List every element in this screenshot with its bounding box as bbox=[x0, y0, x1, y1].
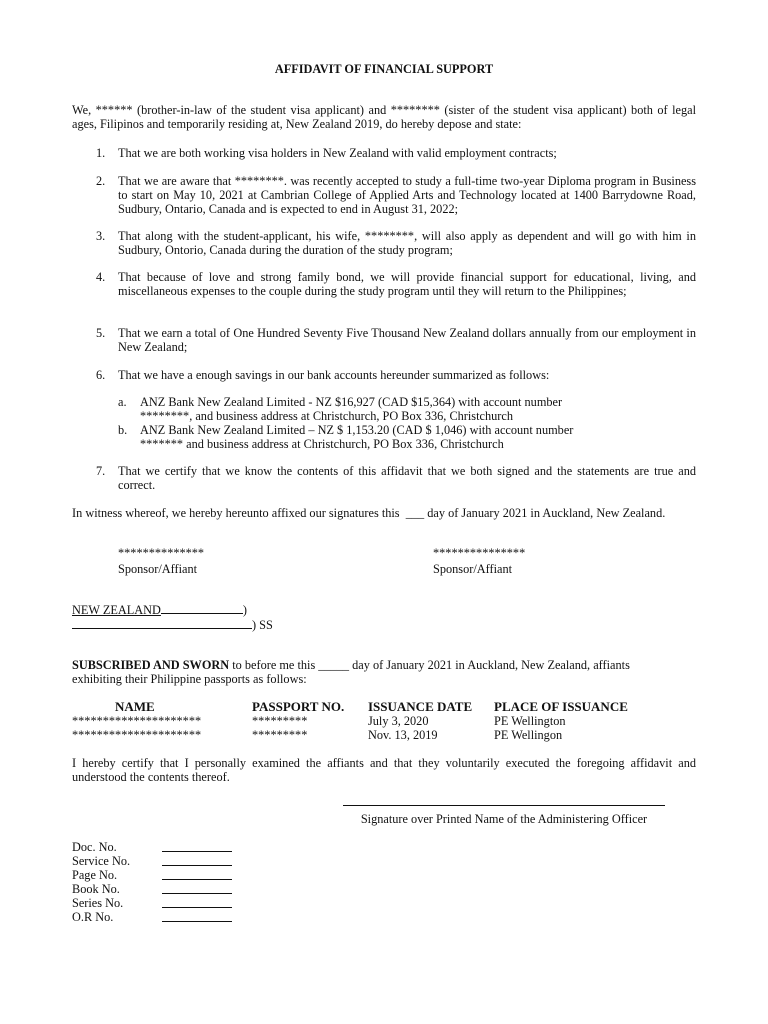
sworn-clause bbox=[72, 658, 696, 686]
account-line-1: ANZ Bank New Zealand Limited – NZ $ 1,153.20 (CAD $ 1,046) with account number bbox=[140, 423, 574, 437]
registry-label: O.R No. bbox=[72, 910, 114, 924]
statement-number: 2. bbox=[96, 174, 106, 188]
table-row bbox=[72, 728, 696, 742]
bank-account-item bbox=[118, 423, 696, 451]
statement-item bbox=[72, 464, 696, 492]
passport-table-header bbox=[72, 700, 696, 714]
registry-row bbox=[72, 840, 272, 854]
cell-name: ********************* bbox=[72, 728, 202, 742]
venue-blank bbox=[161, 602, 243, 614]
statement-number: 3. bbox=[96, 229, 106, 243]
account-letter: a. bbox=[118, 395, 127, 409]
venue-line bbox=[72, 602, 247, 617]
statement-item bbox=[72, 174, 696, 216]
header-passport: PASSPORT NO. bbox=[252, 699, 345, 714]
table-row bbox=[72, 714, 696, 728]
statement-item bbox=[72, 326, 696, 354]
signature-stars: *************** bbox=[433, 546, 526, 560]
certification-paragraph: I hereby certify that I personally examined the affiants and that they voluntarily executed the foregoing affidavit and understood the contents thereof. bbox=[72, 756, 696, 784]
account-line-1: ANZ Bank New Zealand Limited - NZ $16,927 (CAD $15,364) with account number bbox=[140, 395, 563, 409]
witness-clause bbox=[72, 506, 696, 520]
sworn-text-1: to before me this _____ day of January 2021 in Auckland, New Zealand, affiants bbox=[232, 658, 630, 672]
sworn-text-2: exhibiting their Philippine passports as follows: bbox=[72, 672, 307, 686]
statement-number: 6. bbox=[96, 368, 106, 382]
statement-text: That along with the student-applicant, his wife, ********, will also apply as dependent and will go with him in Sudbury, Ontorio, Canada during the duration of the study program; bbox=[118, 229, 696, 257]
account-line-2: ******* and business address at Christchurch, PO Box 336, Christchurch bbox=[140, 437, 504, 451]
witness-day-blank: ___ bbox=[405, 506, 425, 520]
account-line-2: ********, and business address at Christchurch, PO Box 336, Christchurch bbox=[140, 409, 513, 423]
statement-text: That we are both working visa holders in New Zealand with valid employment contracts; bbox=[118, 146, 557, 160]
registry-row bbox=[72, 910, 272, 924]
venue-place: NEW ZEALAND bbox=[72, 603, 161, 617]
statement-item bbox=[72, 368, 696, 382]
statement-item bbox=[72, 270, 696, 298]
witness-text-after: day of January 2021 in Auckland, New Zealand. bbox=[427, 506, 666, 520]
venue-blank bbox=[72, 617, 252, 629]
statement-number: 4. bbox=[96, 270, 106, 284]
registry-blank bbox=[162, 907, 232, 908]
statement-text: That we are aware that ********. was recently accepted to study a full-time two-year Diploma program in Business to start on May 10, 2021 at Cambrian College of Applied Arts and Technology located at 1400 Barrydowne Road, Sudbury, Ontario, Canada and is expected to end in August 31, 2022; bbox=[118, 174, 696, 216]
signatory-role: Sponsor/Affiant bbox=[433, 562, 513, 576]
registry-blank bbox=[162, 851, 232, 852]
venue-ss: ) SS bbox=[252, 618, 273, 632]
cell-date: Nov. 13, 2019 bbox=[368, 728, 438, 742]
cell-date: July 3, 2020 bbox=[368, 714, 429, 728]
statement-number: 5. bbox=[96, 326, 106, 340]
signatory-block bbox=[118, 546, 204, 576]
statement-text: That we certify that we know the contents of this affidavit that we both signed and the statements are true and correct. bbox=[118, 464, 696, 492]
cell-passport: ********* bbox=[252, 714, 308, 728]
intro-paragraph: We, ****** (brother-in-law of the student visa applicant) and ******** (sister of the student visa applicant) both of legal ages, Filipinos and temporarily residing at, New Zealand 2019, do hereby depose and state: bbox=[72, 103, 696, 131]
cell-place: PE Wellingon bbox=[494, 728, 563, 742]
statement-number: 7. bbox=[96, 464, 106, 478]
registry-row bbox=[72, 882, 272, 896]
witness-text-before: In witness whereof, we hereby hereunto affixed our signatures this bbox=[72, 506, 400, 520]
registry-label: Doc. No. bbox=[72, 840, 117, 854]
signatory-role: Sponsor/Affiant bbox=[118, 562, 198, 576]
registry-blank bbox=[162, 879, 232, 880]
registry-blank bbox=[162, 865, 232, 866]
account-letter: b. bbox=[118, 423, 128, 437]
venue-ss-line bbox=[72, 617, 273, 632]
cell-place: PE Wellington bbox=[494, 714, 566, 728]
statement-text: That because of love and strong family bond, we will provide financial support for educational, living, and miscellaneous expenses to the couple during the study program until they will return to the Philippines; bbox=[118, 270, 696, 298]
bank-account-item bbox=[118, 395, 696, 423]
cell-name: ********************* bbox=[72, 714, 202, 728]
signatory-block bbox=[433, 546, 525, 576]
header-place: PLACE OF ISSUANCE bbox=[494, 699, 628, 714]
registry-blank bbox=[162, 921, 232, 922]
header-issuance-date: ISSUANCE DATE bbox=[368, 699, 473, 714]
sworn-heading: SUBSCRIBED AND SWORN bbox=[72, 658, 230, 672]
statement-number: 1. bbox=[96, 146, 106, 160]
statement-item bbox=[72, 229, 696, 257]
registry-label: Series No. bbox=[72, 896, 124, 910]
registry-row bbox=[72, 854, 272, 868]
registry-row bbox=[72, 868, 272, 882]
statement-item bbox=[72, 146, 696, 160]
statement-text: That we earn a total of One Hundred Seventy Five Thousand New Zealand dollars annually from our employment in New Zealand; bbox=[118, 326, 696, 354]
registry-label: Book No. bbox=[72, 882, 120, 896]
registry-label: Service No. bbox=[72, 854, 131, 868]
venue-paren: ) bbox=[242, 603, 248, 617]
header-name: NAME bbox=[115, 699, 155, 714]
officer-caption: Signature over Printed Name of the Administering Officer bbox=[360, 812, 648, 826]
document-title: AFFIDAVIT OF FINANCIAL SUPPORT bbox=[274, 62, 494, 76]
cell-passport: ********* bbox=[252, 728, 308, 742]
registry-blank bbox=[162, 893, 232, 894]
officer-signature-line bbox=[343, 805, 665, 806]
registry-row bbox=[72, 896, 272, 910]
registry-label: Page No. bbox=[72, 868, 118, 882]
statement-text: That we have a enough savings in our bank accounts hereunder summarized as follows: bbox=[118, 368, 550, 382]
signature-stars: ************** bbox=[118, 546, 205, 560]
